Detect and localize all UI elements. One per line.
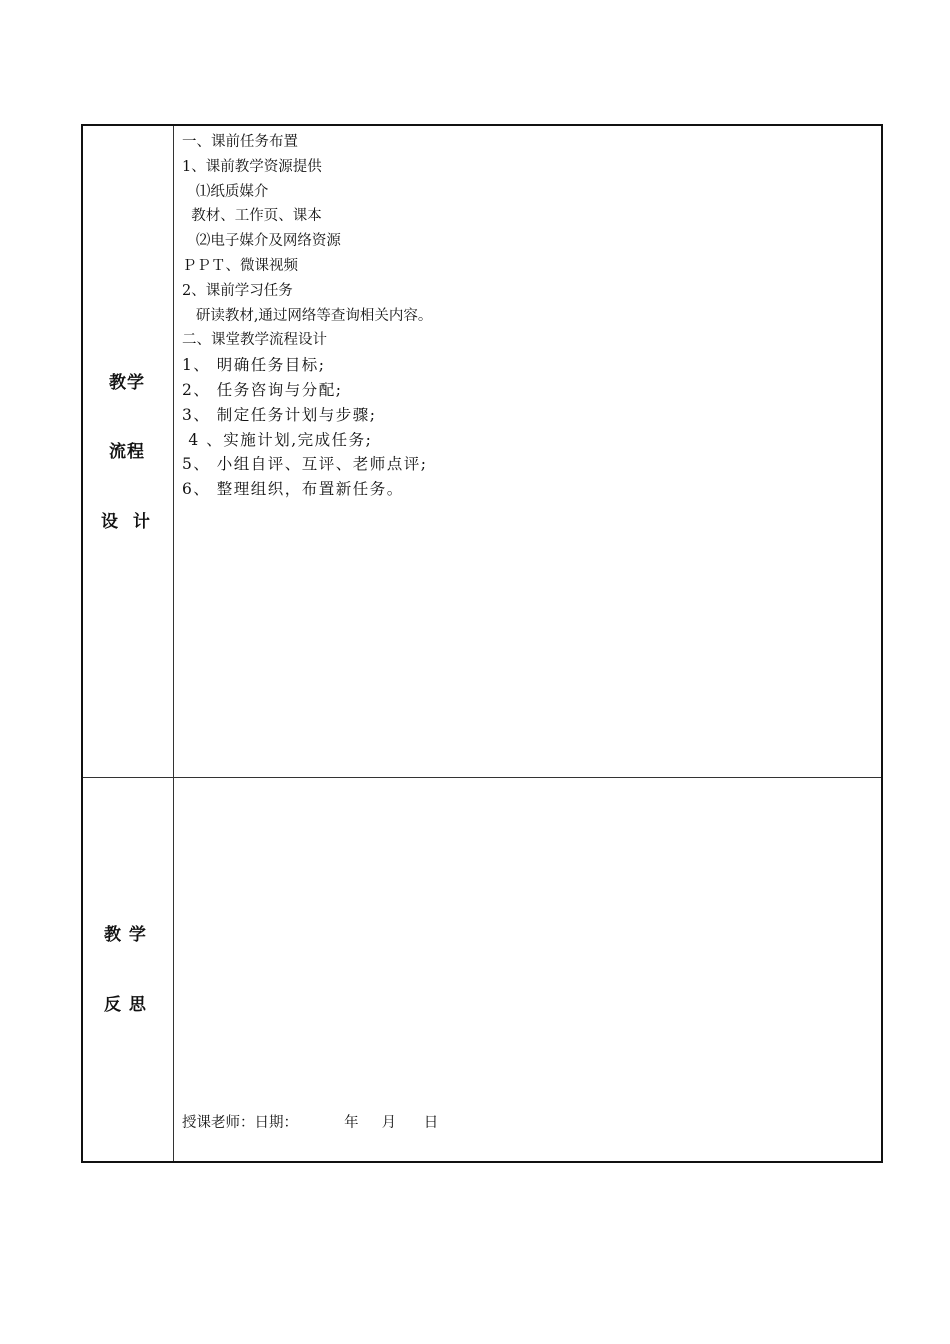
column-divider bbox=[173, 126, 174, 1161]
teaching-process-content bbox=[182, 130, 872, 502]
section2-label-line2: 反 思 bbox=[104, 995, 147, 1015]
content-line: 5、 小组自评、互评、老师点评; bbox=[182, 455, 428, 474]
content-line: ＰＰＴ、微课视频 bbox=[182, 257, 298, 274]
section2-label-line1: 教 学 bbox=[104, 925, 147, 945]
lesson-plan-table bbox=[81, 124, 883, 1163]
section1-label-line1: 教学 bbox=[109, 373, 145, 393]
signature-line: 授课老师：日期： 年 月 日 bbox=[182, 1115, 439, 1131]
content-line: 1、 明确任务目标; bbox=[182, 356, 326, 375]
content-line: ⑴纸质媒介 bbox=[182, 183, 269, 200]
row-divider bbox=[83, 777, 881, 778]
content-line: 研读教材,通过网络等查询相关内容。 bbox=[182, 307, 433, 324]
content-line: 一、课前任务布置 bbox=[182, 134, 298, 150]
content-line: 教材、工作页、课本 bbox=[182, 208, 322, 225]
section1-label-line2: 流程 bbox=[109, 442, 145, 462]
content-line: 4 、实施计划,完成任务; bbox=[182, 430, 373, 449]
content-line: ⑵电子媒介及网络资源 bbox=[182, 233, 341, 250]
content-line: 6、 整理组织，布置新任务。 bbox=[182, 480, 404, 499]
content-line: 二、课堂教学流程设计 bbox=[182, 332, 327, 349]
content-line: 1、课前教学资源提供 bbox=[182, 158, 322, 175]
section1-label-line3: 设 计 bbox=[101, 512, 151, 532]
content-line: 3、 制定任务计划与步骤; bbox=[182, 405, 377, 424]
content-line: 2、课前学习任务 bbox=[182, 282, 293, 299]
content-line: 2、 任务咨询与分配; bbox=[182, 380, 343, 399]
